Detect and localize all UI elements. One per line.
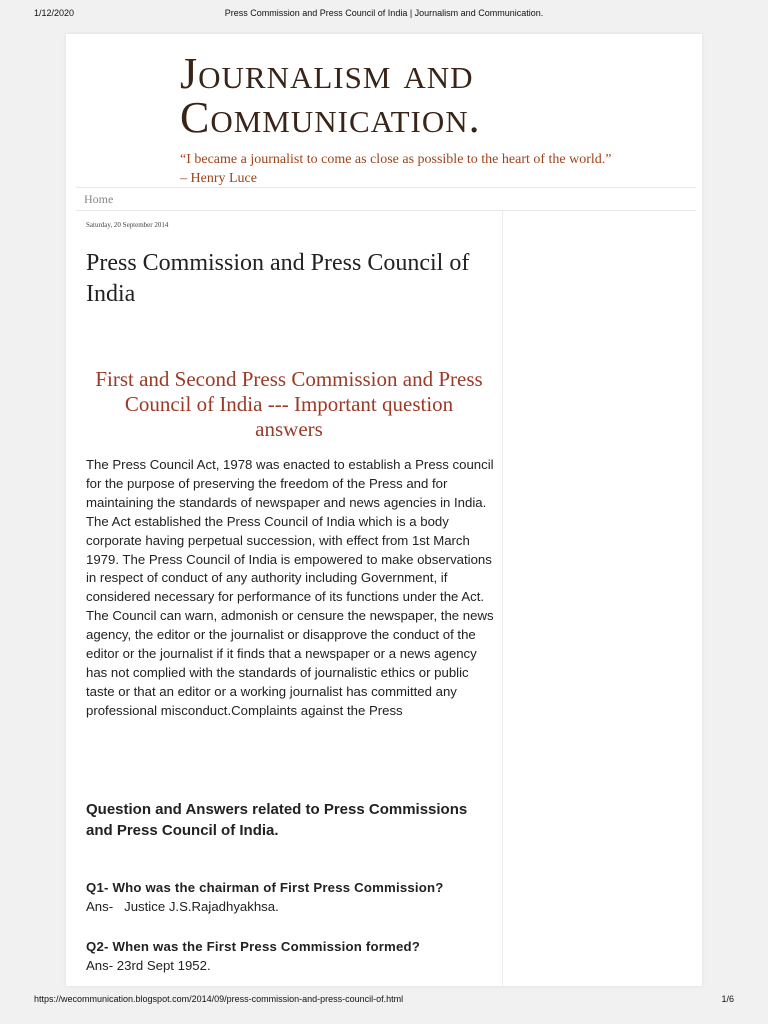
nav-divider-bottom <box>76 210 696 211</box>
post-title[interactable]: Press Commission and Press Council of India <box>86 250 470 307</box>
tagline-author: – Henry Luce <box>180 171 257 186</box>
blog-page <box>66 34 702 986</box>
post-subheading: First and Second Press Commission and Press Council of India --- Important question answers <box>95 367 483 441</box>
qa-item <box>86 878 496 916</box>
blog-tagline <box>180 150 700 188</box>
nav-home-link[interactable]: Home <box>84 192 114 206</box>
print-date: 1/12/2020 <box>34 8 75 18</box>
qa-item <box>86 937 496 975</box>
question: Q2- When was the First Press Commission formed? <box>86 939 421 954</box>
print-url: https://wecommunication.blogspot.com/2014/09/press-commission-and-press-council-of.html <box>34 994 404 1004</box>
print-page-number: 1/6 <box>721 994 734 1004</box>
sidebar-divider <box>502 210 503 986</box>
answer: Ans- 23rd Sept 1952. <box>86 958 211 973</box>
question: Q1- Who was the chairman of First Press Commission? <box>86 880 444 895</box>
blog-title[interactable] <box>180 49 481 142</box>
post-date: Saturday, 20 September 2014 <box>86 221 169 229</box>
tagline-quote: “I became a journalist to come as close as possible to the heart of the world.” <box>180 152 612 167</box>
blog-title-line-2: Communication. <box>180 93 481 142</box>
answer: Ans- Justice J.S.Rajadhyakhsa. <box>86 899 279 914</box>
post-intro-paragraph: The Press Council Act, 1978 was enacted to establish a Press council for the purpose of preserving the freedom of the Press and for maintaining the standards of newspaper and news agencies in India. The Act established the Press Council of India which is a body corporate having perpetual succession, with effect from 1st March 1979. The Press Council of India is empowered to make observations in respect of conduct of any authority including Government, if considered necessary for performance of its functions under the Act. The Council can warn, admonish or censure the newspaper, the news agency, the editor or the journalist or disapprove the conduct of the editor or the journalist if it finds that a newspaper or a news agency has not complied with the standards of journalistic ethics or public taste or that an editor or a working journalist has committed any professional misconduct.Complaints against the Press <box>86 457 494 718</box>
blog-title-line-1: Journalism and <box>180 49 474 98</box>
print-page-title: Press Commission and Press Council of India | Journalism and Communication. <box>224 8 544 18</box>
qa-section-heading: Question and Answers related to Press Commissions and Press Council of India. <box>86 801 468 839</box>
nav-divider-top <box>76 187 696 188</box>
